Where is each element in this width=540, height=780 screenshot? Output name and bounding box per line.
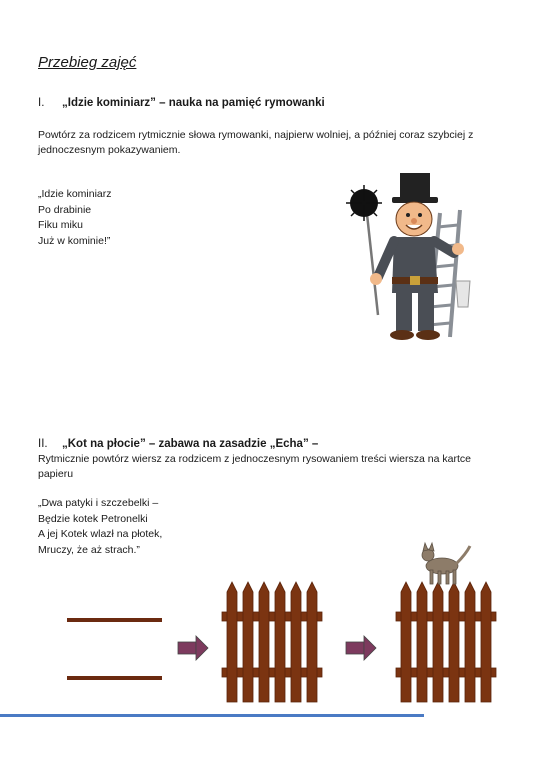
poem-line: Fiku miku [38,219,83,231]
fence-icon [222,582,322,702]
drawing-steps [0,540,540,710]
page-heading: Przebieg zajęć [38,54,137,71]
poem-line: Będzie kotek Petronelki [38,512,148,525]
section-2-title: „Kot na płocie” – zabawa na zasadzie „Echa” – [62,438,319,450]
poem-line: „Dwa patyki i szczebelki – [38,497,159,509]
fence-icon [396,582,496,702]
poem-line: Już w kominie!” [38,234,111,247]
arrow-right-icon [178,636,208,660]
poem-line: Mruczy, że aż strach.” [38,543,140,556]
cat-icon [422,543,470,584]
section-2-instruction: Rytmicznie powtórz wiersz za rodzicem z jednoczesnym rysowaniem treści wiersza na kartce papieru [38,453,471,480]
section-2-number: II. [38,438,48,450]
poem-line: „Idzie kominiarz [38,188,112,200]
chimney-sweep-illustration [336,165,486,345]
section-1-title: „Idzie kominiarz” – nauka na pamięć rymowanki [62,97,325,109]
section-1-header [38,97,325,109]
poem-line: Po drabinie [38,203,92,216]
section-1-instruction: Powtórz za rodzicem rytmicznie słowa rymowanki, najpierw wolniej, a później coraz szybciej z jednoczesnym pokazywaniem. [38,129,474,156]
section-1-number: I. [38,97,45,109]
bottom-accent-line [0,714,424,717]
arrow-right-icon [346,636,376,660]
chimney-brush-icon [346,185,382,315]
section-2-header [38,438,318,450]
section-1-poem [38,187,112,249]
two-sticks-icon [67,618,162,680]
poem-line: A jej Kotek wlazł na płotek, [38,528,163,540]
